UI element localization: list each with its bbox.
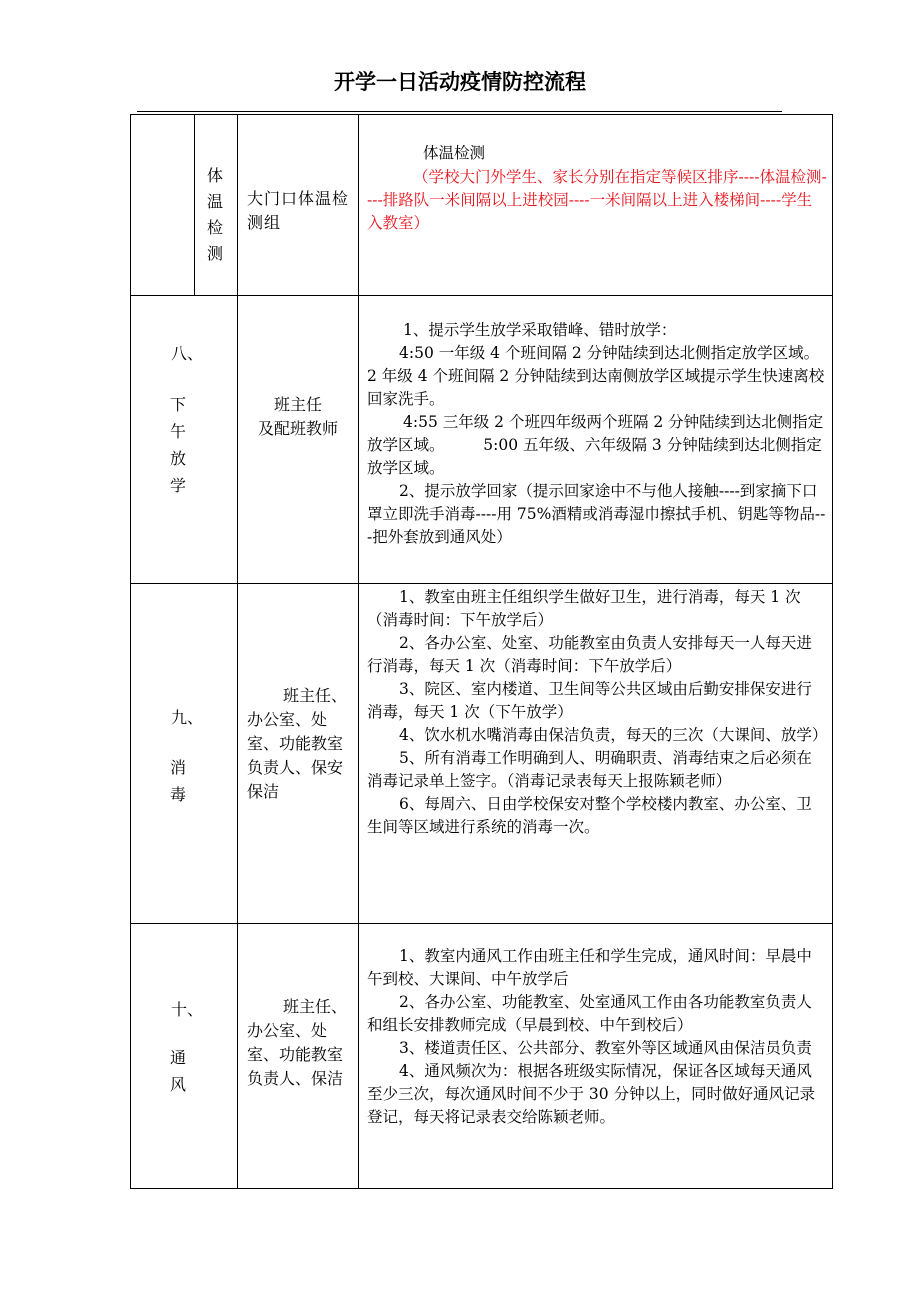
dismissal-item: 4:50 一年级 4 个班间隔 2 分钟陆续到达北侧指定放学区域。2 年级 4 个班间隔 2 分钟陆续到达南侧放学区域提示学生快速离校回家洗手。 [367, 344, 825, 408]
dismissal-label-cell [130, 296, 238, 584]
ventilation-item: 2、各办公室、功能教室、处室通风工作由各功能教室负责人和组长安排教师完成（早晨到校、中午到校后） [367, 993, 812, 1034]
dismissal-content-cell [359, 296, 833, 584]
temp-sublabel-char: 温 [206, 192, 223, 211]
disinfection-item: 4、饮水机水嘴消毒由保洁负责，每天的三次（大课间、放学） [399, 726, 828, 744]
temp-heading: 体温检测 [423, 144, 486, 162]
dismissal-staff-line: 班主任 [273, 395, 322, 414]
disinfection-label-cell [130, 584, 238, 924]
ventilation-staff: 班主任、办公室、处室、功能教室负责人、保洁 [247, 997, 348, 1088]
temp-content-cell [359, 114, 833, 296]
disinfection-content [367, 586, 827, 839]
ventilation-item: 4、通风频次为：根据各班级实际情况，保证各区域每天通风至少三次，每次通风时间不少于 30 分钟以上，同时做好通风记录登记，每天将记录表交给陈颖老师。 [367, 1062, 816, 1126]
ventilation-item: 3、楼道责任区、公共部分、教室外等区域通风由保洁员负责 [399, 1039, 812, 1057]
disinfection-number: 九、 [171, 708, 204, 727]
disinfection-item: 2、各办公室、处室、功能教室由负责人安排每天一人每天进行消毒，每天 1 次（消毒时间：下午放学后） [367, 634, 812, 675]
ventilation-label-char: 风 [169, 1075, 186, 1094]
dismissal-item: 4:55 三年级 2 个班四年级两个班隔 2 分钟陆续到达北侧指定放学区域。 5:00 五年级、六年级隔 3 分钟陆续到达北侧指定放学区域。 [367, 413, 824, 477]
disinfection-item: 3、院区、室内楼道、卫生间等公共区域由后勤安排保安进行消毒，每天 1 次（下午放学） [367, 680, 812, 721]
page-title: 开学一日活动疫情防控流程 [334, 70, 586, 94]
disinfection-item: 1、教室由班主任组织学生做好卫生，进行消毒，每天 1 次（消毒时间：下午放学后） [367, 588, 801, 629]
ventilation-label [167, 1044, 189, 1098]
disinfection-staff: 班主任、办公室、处室、功能教室负责人、保安保洁 [247, 686, 348, 801]
ventilation-number: 十、 [171, 1000, 204, 1019]
dismissal-label-char: 放 [169, 449, 186, 468]
temp-sublabel-char: 测 [206, 244, 223, 263]
title-rule [137, 111, 782, 112]
disinfection-item: 6、每周六、日由学校保安对整个学校楼内教室、办公室、卫生间等区域进行系统的消毒一次。 [367, 795, 812, 836]
ventilation-content-cell [359, 924, 833, 1189]
disinfection-label-char: 毒 [169, 785, 186, 804]
dismissal-staff-line: 及配班教师 [257, 419, 338, 438]
dismissal-staff-cell [238, 296, 359, 584]
temp-group-cell [238, 114, 359, 296]
ventilation-label-cell [130, 924, 238, 1189]
dismissal-content [367, 319, 827, 549]
ventilation-label-char: 通 [169, 1048, 186, 1067]
disinfection-item: 5、所有消毒工作明确到人、明确职责、消毒结束之后必须在消毒记录单上签字。（消毒记录表每天上报陈颖老师） [367, 749, 812, 790]
disinfection-staff-cell [238, 584, 359, 924]
temp-group: 大门口体温检测组 [247, 189, 350, 232]
temp-sublabel-char: 检 [206, 218, 223, 237]
ventilation-content [367, 945, 827, 1129]
dismissal-label-char: 下 [169, 395, 186, 414]
ventilation-staff-cell [238, 924, 359, 1189]
dismissal-item: 1、提示学生放学采取错峰、错时放学： [403, 321, 677, 339]
dismissal-staff [238, 393, 358, 441]
dismissal-label-char: 午 [169, 422, 186, 441]
dismissal-number: 八、 [171, 344, 204, 363]
disinfection-label-char: 消 [169, 758, 186, 777]
temp-sublabel-cell [195, 114, 238, 296]
dismissal-label-char: 学 [169, 476, 186, 495]
temp-sublabel-char: 体 [206, 166, 223, 185]
temp-sublabel [204, 163, 226, 267]
temp-number-cell [130, 114, 195, 296]
disinfection-label [167, 754, 189, 808]
dismissal-item: 2、提示放学回家（提示回家途中不与他人接触----到家摘下口罩立即洗手消毒----用 75%酒精或消毒湿巾擦拭手机、钥匙等物品---把外套放到通风处） [367, 482, 826, 546]
disinfection-content-cell [359, 584, 833, 924]
ventilation-item: 1、教室内通风工作由班主任和学生完成，通风时间：早晨中午到校、大课间、中午放学后 [367, 947, 812, 988]
temp-process: （学校大门外学生、家长分别在指定等候区排序----体温检测----排路队一米间隔以上进校园----一米间隔以上进入楼梯间----学生入教室） [367, 168, 827, 232]
dismissal-label [167, 391, 189, 499]
